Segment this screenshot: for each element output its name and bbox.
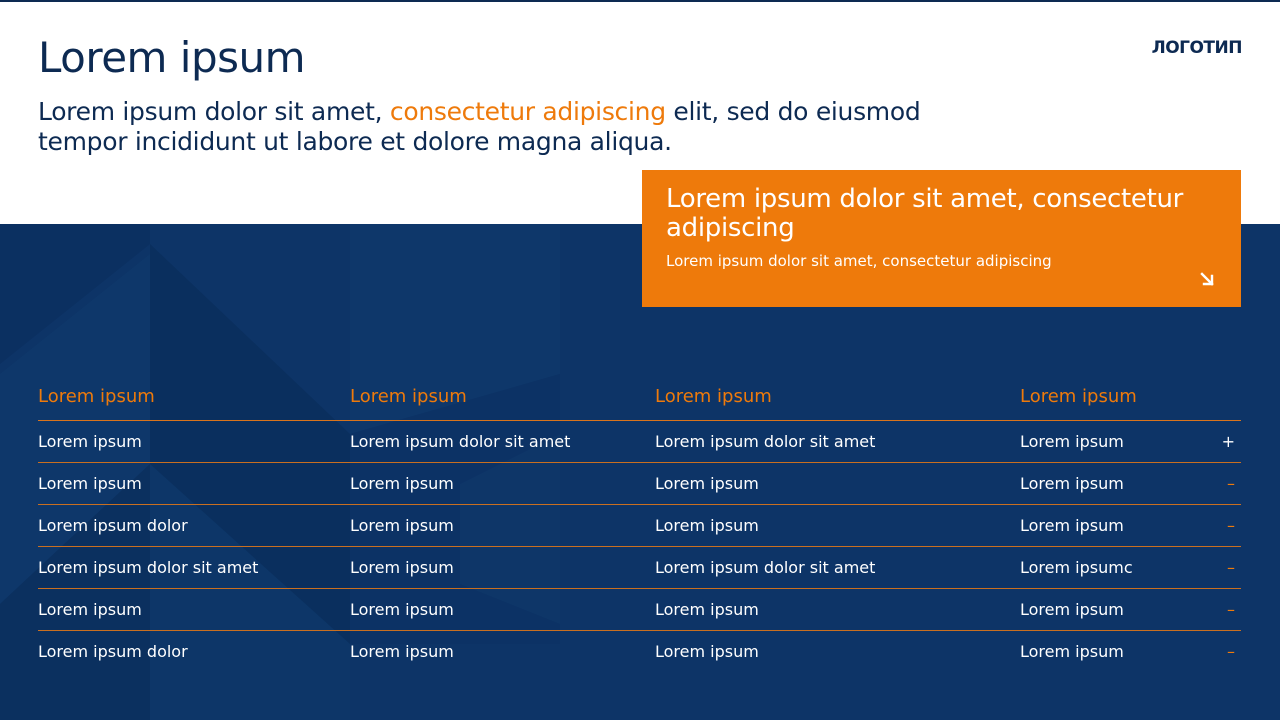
table-cell: Lorem ipsumc	[1020, 547, 1201, 589]
arrow-down-right-icon[interactable]	[1199, 271, 1215, 287]
table-cell: Lorem ipsum	[655, 463, 1020, 505]
table-cell: Lorem ipsum dolor	[38, 642, 188, 661]
lead-text-end: elit, sed do eiusmod tempor incididunt ut labore et dolore magna aliqua.	[38, 97, 921, 156]
top-rule	[0, 0, 1280, 2]
collapse-toggle-icon[interactable]: –	[1201, 547, 1241, 589]
table-cell: Lorem ipsum	[1020, 642, 1124, 661]
page-title: Lorem ipsum	[38, 33, 306, 82]
column-header-toggle	[1201, 372, 1241, 421]
data-table	[38, 372, 1241, 672]
table-cell: Lorem ipsum	[655, 642, 759, 661]
table-row[interactable]	[38, 421, 1241, 463]
table-header-row	[38, 372, 1241, 421]
column-header: Lorem ipsum	[1020, 372, 1201, 421]
table-cell: Lorem ipsum	[350, 505, 655, 547]
expand-toggle-icon[interactable]: +	[1201, 421, 1241, 463]
table-cell: Lorem ipsum	[655, 589, 1020, 631]
callout-card[interactable]	[642, 170, 1241, 307]
table-cell: Lorem ipsum	[1020, 505, 1201, 547]
collapse-toggle-icon[interactable]: –	[1201, 505, 1241, 547]
table-row[interactable]	[38, 463, 1241, 505]
collapse-toggle-icon[interactable]: –	[1201, 589, 1241, 631]
table-row[interactable]	[38, 547, 1241, 589]
table-cell: Lorem ipsum	[350, 589, 655, 631]
column-header: Lorem ipsum	[38, 372, 350, 421]
table-cell: Lorem ipsum	[655, 505, 1020, 547]
table-cell: Lorem ipsum	[350, 642, 454, 661]
collapse-toggle-icon[interactable]: –	[1227, 642, 1235, 661]
logo: ЛОГОТИП	[1151, 38, 1242, 58]
callout-subtitle: Lorem ipsum dolor sit amet, consectetur adipiscing	[666, 252, 1052, 270]
column-header: Lorem ipsum	[655, 372, 1020, 421]
table-row[interactable]	[38, 505, 1241, 547]
lead-text-start: Lorem ipsum dolor sit amet,	[38, 97, 390, 126]
table-cell: Lorem ipsum	[38, 463, 350, 505]
table-cell: Lorem ipsum	[350, 547, 655, 589]
lead-text-highlight: consectetur adipiscing	[389, 97, 666, 126]
collapse-toggle-icon[interactable]: –	[1201, 463, 1241, 505]
table-cell: Lorem ipsum	[38, 421, 350, 463]
table-cell: Lorem ipsum	[38, 589, 350, 631]
table-cell: Lorem ipsum dolor	[38, 505, 350, 547]
table-cell: Lorem ipsum	[1020, 589, 1201, 631]
table-cell: Lorem ipsum	[1020, 463, 1201, 505]
callout-title: Lorem ipsum dolor sit amet, consectetur adipiscing	[666, 184, 1184, 243]
table-row[interactable]	[38, 589, 1241, 631]
table-cell: Lorem ipsum dolor sit amet	[350, 421, 655, 463]
table-cell: Lorem ipsum dolor sit amet	[655, 547, 1020, 589]
table-row[interactable]	[38, 631, 1241, 673]
table-cell: Lorem ipsum dolor sit amet	[655, 421, 1020, 463]
table-cell: Lorem ipsum	[1020, 421, 1201, 463]
table-cell: Lorem ipsum	[350, 463, 655, 505]
lead-text	[38, 97, 998, 157]
table-cell: Lorem ipsum dolor sit amet	[38, 547, 350, 589]
column-header: Lorem ipsum	[350, 372, 655, 421]
